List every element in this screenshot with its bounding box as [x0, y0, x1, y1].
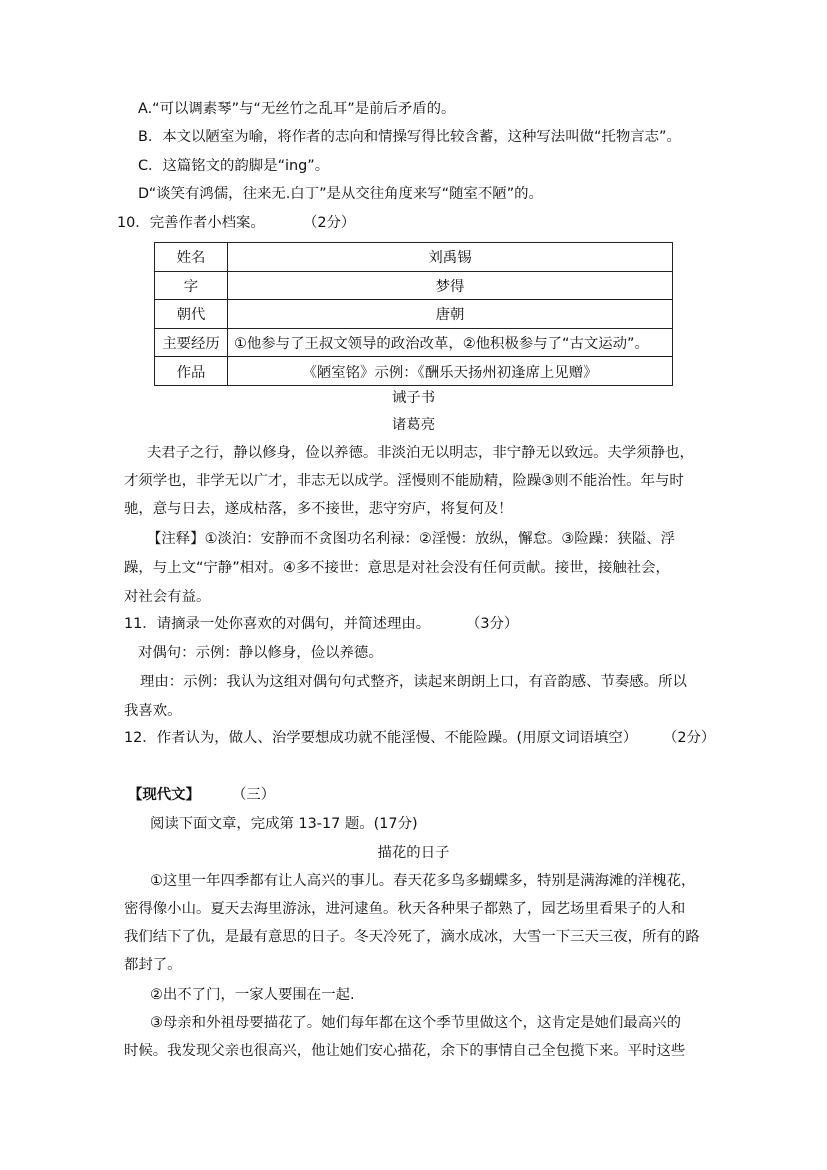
option-d: D“谈笑有鸿儒，往来无.白丁”是从交往角度来写“随室不陋”的。 [138, 186, 543, 202]
classical-title: 诫子书 [391, 390, 436, 406]
paragraph-line: ②出不了门，一家人要围在一起. [150, 987, 355, 1003]
paragraph-line: 时候。我发现父亲也很高兴，他让她们安心描花，余下的事情自己全包揽下来。平时这些 [124, 1043, 686, 1059]
classical-body-line: 才须学也，非学无以广才，非志无以成学。淫慢则不能励精，险躁③则不能治性。年与时 [124, 473, 684, 489]
option-b: B．本文以陋室为喻，将作者的志向和情操写得比较含蓄，这种写法叫做“托物言志”。 [138, 129, 681, 145]
table-value: ①他参与了王叔文领导的政治改革，②他积极参与了“古文运动”。 [228, 328, 673, 357]
question-11-answer: 对偶句：示例：静以修身，俭以养德。 [138, 645, 383, 661]
question-12-text: 12．作者认为，做人、治学要想成功就不能淫慢、不能险躁。(用原文词语填空） [124, 730, 638, 746]
classical-body-line: 驰，意与日去，遂成枯落，多不接世，悲守穷庐，将复何及！ [124, 501, 513, 517]
question-11-reason: 理由：示例：我认为这组对偶句句式整齐，读起来朗朗上口，有音韵感、节奏感。所以 [140, 674, 687, 690]
article-title: 描花的日子 [377, 845, 450, 861]
table-row [155, 271, 673, 300]
author-profile-table [154, 242, 673, 386]
question-10-points: （2分） [303, 215, 356, 231]
table-key: 字 [155, 271, 228, 300]
table-row [155, 300, 673, 329]
modern-section: （三） [232, 787, 276, 803]
table-value: 唐朝 [228, 300, 673, 329]
option-a: A.“可以调素琴”与“无丝竹之乱耳”是前后矛盾的。 [138, 101, 456, 117]
paragraph-line: ①这里一年四季都有让人高兴的事儿。春天花多鸟多蝴蝶多，特别是满海滩的洋槐花， [150, 873, 696, 889]
notes-line: 对社会有益。 [124, 589, 211, 605]
table-value: 刘禹锡 [228, 243, 673, 272]
table-key: 朝代 [155, 300, 228, 329]
table-key: 作品 [155, 357, 228, 386]
paragraph-line: 密得像小山。夏天去海里游泳，进河逮鱼。秋天各种果子都熟了，园艺场里看果子的人和 [124, 901, 686, 917]
table-row [155, 357, 673, 386]
question-11-points: （3分） [466, 616, 519, 632]
question-10-title: 10．完善作者小档案。 [117, 215, 265, 231]
table-row [155, 243, 673, 272]
option-c: C．这篇铭文的韵脚是“ing”。 [138, 158, 330, 174]
modern-heading: 【现代文】 [128, 787, 200, 803]
question-11-title: 11．请摘录一处你喜欢的对偶句，并简述理由。 [124, 616, 431, 632]
table-value: 梦得 [228, 271, 673, 300]
paragraph-line: 都封了。 [124, 957, 182, 973]
paragraph-line: ③母亲和外祖母要描花了。她们每年都在这个季节里做这个，这肯定是她们最高兴的 [150, 1015, 681, 1031]
table-value: 《陋室铭》示例：《酬乐天扬州初逢席上见赠》 [228, 357, 673, 386]
modern-instruction: 阅读下面文章，完成第 13-17 题。(17分) [150, 816, 418, 832]
table-key: 姓名 [155, 243, 228, 272]
table-key: 主要经历 [155, 328, 228, 357]
classical-author: 诸葛亮 [391, 417, 436, 433]
notes-line: 【注释】①淡泊：安静而不贪图功名利禄：②淫慢：放纵，懈怠。③险躁：狭隘、浮 [147, 531, 675, 547]
classical-body-line: 夫君子之行，静以修身，俭以养德。非淡泊无以明志，非宁静无以致远。夫学须静也， [147, 445, 694, 461]
question-12-points: （2分） [663, 730, 716, 746]
table-row [155, 328, 673, 357]
notes-line: 躁，与上文“宁静”相对。④多不接世：意思是对社会没有任何贡献。接世，接触社会， [124, 560, 670, 576]
question-11-reason-cont: 我喜欢。 [124, 703, 182, 719]
paragraph-line: 我们结下了仇，是最有意思的日子。冬天冷死了，滴水成冰，大雪一下三天三夜，所有的路 [124, 929, 700, 945]
